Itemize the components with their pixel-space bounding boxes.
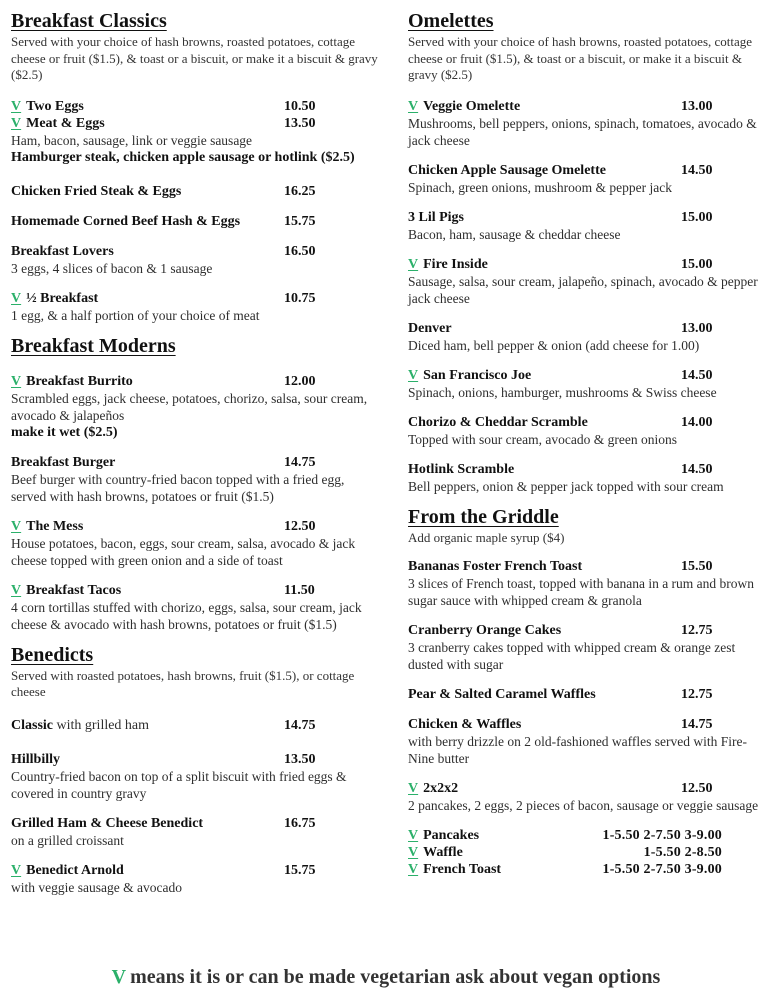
stack-item-prices: 1-5.50 2-7.50 3-9.00 (602, 828, 722, 843)
menu-item-name-cell (11, 815, 284, 832)
menu-item-price: 14.75 (284, 454, 316, 470)
menu-item-price: 14.00 (681, 414, 713, 430)
vegetarian-legend (0, 964, 772, 990)
menu-item-price: 15.00 (681, 256, 713, 272)
menu-item-name-cell (408, 320, 681, 337)
menu-item-description: with berry drizzle on 2 old-fashioned waffles served with Fire-Nine butter (408, 734, 748, 766)
menu-item[interactable] (11, 862, 381, 896)
section-note: Served with your choice of hash browns, roasted potatoes, cottage cheese or fruit ($1.5), & toast or a biscuit, or make it a biscuit & gravy ($2.5) (11, 34, 378, 82)
menu-item-header (11, 815, 381, 832)
menu-item-header (408, 558, 768, 575)
menu-item-name-cell (11, 582, 284, 599)
menu-item-price: 16.75 (284, 815, 316, 831)
menu-item-name-cell (11, 518, 284, 535)
menu-item[interactable] (408, 209, 768, 243)
menu-item-description: Diced ham, bell pepper & onion (add cheese for 1.00) (408, 337, 700, 353)
menu-item-name-cell (408, 367, 681, 384)
vegetarian-mark-icon: V (11, 582, 22, 598)
stack-item-name: Pancakes (423, 828, 480, 843)
menu-item-header (11, 373, 381, 390)
menu-item[interactable] (11, 582, 381, 633)
menu-item[interactable] (11, 243, 381, 277)
menu-item[interactable] (408, 558, 768, 609)
menu-item-name: Grilled Ham & Cheese Benedict (11, 815, 204, 831)
menu-item[interactable] (11, 717, 381, 734)
stack-item-name-cell (408, 827, 588, 844)
menu-item-header (11, 98, 381, 115)
menu-item-name-cell (11, 115, 284, 132)
left-column (11, 8, 381, 909)
menu-item-price: 15.75 (284, 862, 316, 878)
menu-item-description: 2 pancakes, 2 eggs, 2 pieces of bacon, sausage or veggie sausage (408, 798, 759, 813)
menu-item-addon: make it wet ($2.5) (11, 424, 118, 440)
section-from-the-griddle (408, 504, 768, 879)
vegetarian-mark-icon: V (408, 845, 419, 860)
vegetarian-mark-icon: V (11, 862, 22, 878)
vegetarian-mark-icon: V (11, 373, 22, 389)
menu-item[interactable] (11, 98, 381, 115)
menu-item-name-cell (408, 98, 681, 115)
menu-item-name: Pear & Salted Caramel Waffles (408, 687, 596, 702)
menu-item-header (11, 243, 381, 260)
menu-item-name: Breakfast Lovers (11, 243, 114, 259)
legend-text: means it is or can be made vegetarian ask about vegan options (130, 966, 661, 988)
menu-item-description: Beef burger with country-fried bacon topped with a fried egg, served with hash browns, potatoes or fruit ($1.5) (11, 471, 345, 504)
menu-item-price: 12.75 (681, 623, 713, 638)
section-note: Add organic maple syrup ($4) (408, 529, 565, 545)
menu-item-price: 16.25 (284, 183, 316, 199)
vegetarian-mark-icon: V (11, 98, 22, 114)
menu-item-price: 13.50 (284, 751, 316, 767)
stack-item-prices: 1-5.50 2-8.50 (643, 845, 722, 860)
menu-item-price: 10.75 (284, 290, 316, 306)
menu-item-header (11, 862, 381, 879)
menu-item-name: Two Eggs (26, 98, 84, 114)
menu-item-name-cell (11, 373, 284, 390)
menu-item-price: 14.75 (681, 717, 713, 732)
menu-item-name: Denver (408, 320, 452, 336)
menu-item[interactable] (11, 290, 381, 324)
menu-item-name: The Mess (26, 518, 84, 534)
menu-item-header (11, 183, 381, 200)
menu-item-name-cell (11, 213, 284, 230)
vegetarian-mark-icon: V (11, 290, 22, 306)
menu-item-description: 3 cranberry cakes topped with whipped cream & orange zest dusted with sugar (408, 640, 736, 672)
menu-item-name: Classic (11, 717, 53, 733)
menu-item-price: 12.75 (681, 687, 713, 702)
section-title: From the Griddle (408, 505, 559, 528)
menu-item-name-cell (408, 686, 681, 703)
section-title: Breakfast Moderns (11, 334, 176, 357)
menu-item-price: 15.00 (681, 209, 713, 225)
menu-item-name-cell (408, 622, 681, 639)
menu-item-name-cell (408, 780, 681, 797)
menu-item-name-cell (408, 558, 681, 575)
menu-item-header (408, 686, 768, 703)
menu-item-header (408, 320, 768, 337)
vegetarian-mark-icon: V (408, 781, 419, 796)
menu-item-price: 10.50 (284, 98, 316, 114)
menu-item-price: 14.50 (681, 367, 713, 383)
menu-item-name: Hotlink Scramble (408, 461, 515, 477)
menu-item-description: Bell peppers, onion & pepper jack topped with sour cream (408, 478, 724, 494)
vegetarian-mark-icon: V (111, 966, 127, 988)
menu-item-name: San Francisco Joe (423, 367, 532, 383)
menu-item-name-cell (408, 162, 681, 179)
menu-item-name-cell (408, 414, 681, 431)
menu-item[interactable] (408, 780, 768, 814)
menu-item-addon: Hamburger steak, chicken apple sausage or hotlink ($2.5) (11, 149, 355, 165)
menu-item-description: with veggie sausage & avocado (11, 879, 182, 895)
menu-item-price: 12.00 (284, 373, 316, 389)
menu-item-price: 12.50 (284, 518, 316, 534)
menu-item-description: 4 corn tortillas stuffed with chorizo, eggs, salsa, sour cream, jack cheese & avocado with hash browns, potatoes or fruit ($1.5) (11, 599, 362, 632)
menu-item-name: Breakfast Tacos (26, 582, 122, 598)
menu-item[interactable] (408, 256, 768, 307)
menu-item-price: 14.50 (681, 461, 713, 477)
section-breakfast-classics (11, 8, 381, 324)
stack-item[interactable] (408, 861, 768, 878)
menu-item-description: Topped with sour cream, avocado & green onions (408, 431, 677, 447)
vegetarian-mark-icon: V (11, 115, 22, 131)
menu-item[interactable] (408, 686, 768, 703)
menu-item[interactable] (408, 320, 768, 354)
menu-item-header (11, 582, 381, 599)
menu-item-name-cell (11, 183, 284, 200)
menu-item-name: Bananas Foster French Toast (408, 559, 583, 574)
menu-item-price: 16.50 (284, 243, 316, 259)
menu-item[interactable] (408, 162, 768, 196)
section-benedicts (11, 642, 381, 896)
menu-item-header (11, 717, 381, 734)
menu-item-header (408, 622, 768, 639)
menu-item[interactable] (408, 716, 768, 767)
menu-item-name: 3 Lil Pigs (408, 209, 465, 225)
menu-item-price: 11.50 (284, 582, 315, 598)
menu-item-name-cell (408, 256, 681, 273)
menu-item[interactable] (408, 414, 768, 448)
menu-item-header (11, 518, 381, 535)
menu-item-price: 14.50 (681, 162, 713, 178)
vegetarian-mark-icon: V (408, 256, 419, 272)
section-title: Benedicts (11, 643, 94, 666)
menu-item-price: 15.75 (284, 213, 316, 229)
menu-item-description: on a grilled croissant (11, 832, 124, 848)
menu-item-price: 13.50 (284, 115, 316, 131)
menu-item-description: 1 egg, & a half portion of your choice of meat (11, 307, 260, 323)
menu-item-header (408, 209, 768, 226)
menu-item-name-cell (11, 751, 284, 768)
menu-item-name: Chorizo & Cheddar Scramble (408, 414, 588, 430)
menu-item-name: Chicken Apple Sausage Omelette (408, 162, 606, 178)
menu-item[interactable] (408, 367, 768, 401)
menu-item-name: ½ Breakfast (26, 290, 99, 306)
menu-item-description: Sausage, salsa, sour cream, jalapeño, spinach, avocado & pepper jack cheese (408, 273, 758, 306)
menu-item-header (11, 454, 381, 471)
menu-item-price: 13.00 (681, 320, 713, 336)
menu-item-price: 12.50 (681, 781, 713, 796)
right-column (408, 8, 768, 878)
menu-item-header (11, 115, 381, 132)
menu-item-name: Chicken Fried Steak & Eggs (11, 183, 182, 199)
section-omelettes (408, 8, 768, 495)
menu-item-description: Ham, bacon, sausage, link or veggie sausage (11, 132, 253, 148)
stack-item-name-cell (408, 861, 588, 878)
stack-item[interactable] (408, 827, 768, 844)
section-title: Omelettes (408, 10, 494, 32)
menu-item-name-cell (11, 98, 284, 115)
section-note: Served with your choice of hash browns, roasted potatoes, cottage cheese or fruit ($1.5), & toast or a biscuit, or make it a biscuit & gravy ($2.5) (408, 34, 753, 82)
menu-item-price: 14.75 (284, 717, 316, 733)
menu-item[interactable] (11, 454, 381, 505)
menu-item-header (408, 414, 768, 431)
menu-item-header (408, 162, 768, 179)
stack-item-name: Waffle (423, 845, 463, 860)
stack-item-prices: 1-5.50 2-7.50 3-9.00 (602, 862, 722, 877)
menu-item[interactable] (11, 815, 381, 849)
menu-item[interactable] (408, 622, 768, 673)
vegetarian-mark-icon: V (408, 862, 419, 877)
menu-item-name-cell (408, 716, 681, 733)
menu-item[interactable] (11, 751, 381, 802)
menu-item[interactable] (11, 213, 381, 230)
vegetarian-mark-icon: V (11, 518, 22, 534)
stack-item-name-cell (408, 844, 588, 861)
menu-item-description: House potatoes, bacon, eggs, sour cream, salsa, avocado & jack cheese topped with green onion and a side of toast (11, 535, 356, 568)
menu-item-name-cell (408, 461, 681, 478)
menu-item-name-cell (11, 243, 284, 260)
vegetarian-mark-icon: V (408, 98, 419, 114)
menu-item-description: Country-fried bacon on top of a split biscuit with fried eggs & covered in country gravy (11, 768, 347, 801)
menu-item-description: Bacon, ham, sausage & cheddar cheese (408, 226, 621, 242)
stack-item[interactable] (408, 844, 768, 861)
menu-item-name-cell (408, 209, 681, 226)
menu-item-description: Spinach, green onions, mushroom & pepper jack (408, 179, 672, 195)
menu-item-name-cell (11, 717, 284, 734)
menu-item-inline-desc: with grilled ham (53, 717, 150, 733)
menu-item[interactable] (11, 115, 381, 166)
stack-item-name: French Toast (423, 862, 502, 877)
menu-item-header (408, 98, 768, 115)
menu-item-name: Fire Inside (423, 256, 488, 272)
menu-item-price: 13.00 (681, 98, 713, 114)
menu-item-description: Mushrooms, bell peppers, onions, spinach, tomatoes, avocado & jack cheese (408, 115, 757, 148)
section-breakfast-moderns (11, 333, 381, 633)
menu-item-name-cell (11, 454, 284, 471)
menu-item-price: 15.50 (681, 559, 713, 574)
section-note: Served with roasted potatoes, hash browns, fruit ($1.5), or cottage cheese (11, 667, 355, 699)
menu-item-name-cell (11, 862, 284, 879)
menu-item-header (408, 256, 768, 273)
menu-item-name: Cranberry Orange Cakes (408, 623, 562, 638)
menu-item-header (408, 780, 768, 797)
menu-item-name: Breakfast Burrito (26, 373, 133, 389)
vegetarian-mark-icon: V (408, 828, 419, 843)
menu-item-header (11, 290, 381, 307)
menu-item-name: Hillbilly (11, 751, 61, 767)
menu-item-name: Meat & Eggs (26, 115, 105, 131)
menu-item-name: Veggie Omelette (423, 98, 521, 114)
menu-item-name: Benedict Arnold (26, 862, 124, 878)
menu-item[interactable] (11, 518, 381, 569)
menu-item[interactable] (11, 183, 381, 200)
menu-item-description: 3 eggs, 4 slices of bacon & 1 sausage (11, 260, 213, 276)
menu-item-header (408, 461, 768, 478)
menu-item-header (11, 213, 381, 230)
menu-item[interactable] (11, 373, 381, 441)
section-title: Breakfast Classics (11, 10, 167, 32)
menu-item[interactable] (408, 461, 768, 495)
menu-item-name: Breakfast Burger (11, 454, 116, 470)
vegetarian-mark-icon: V (408, 367, 419, 383)
menu-item[interactable] (408, 98, 768, 149)
menu-item-name: Homemade Corned Beef Hash & Eggs (11, 213, 241, 229)
menu-item-name: Chicken & Waffles (408, 717, 522, 732)
menu-item-description: 3 slices of French toast, topped with banana in a rum and brown sugar sauce with whipped cream & granola (408, 576, 755, 608)
menu-item-header (11, 751, 381, 768)
menu-item-description: Spinach, onions, hamburger, mushrooms & Swiss cheese (408, 384, 717, 400)
menu-item-header (408, 367, 768, 384)
menu-item-description: Scrambled eggs, jack cheese, potatoes, chorizo, salsa, sour cream, avocado & jalapeños (11, 390, 368, 423)
menu-item-name-cell (11, 290, 284, 307)
menu-item-name: 2x2x2 (423, 781, 459, 796)
menu-item-header (408, 716, 768, 733)
